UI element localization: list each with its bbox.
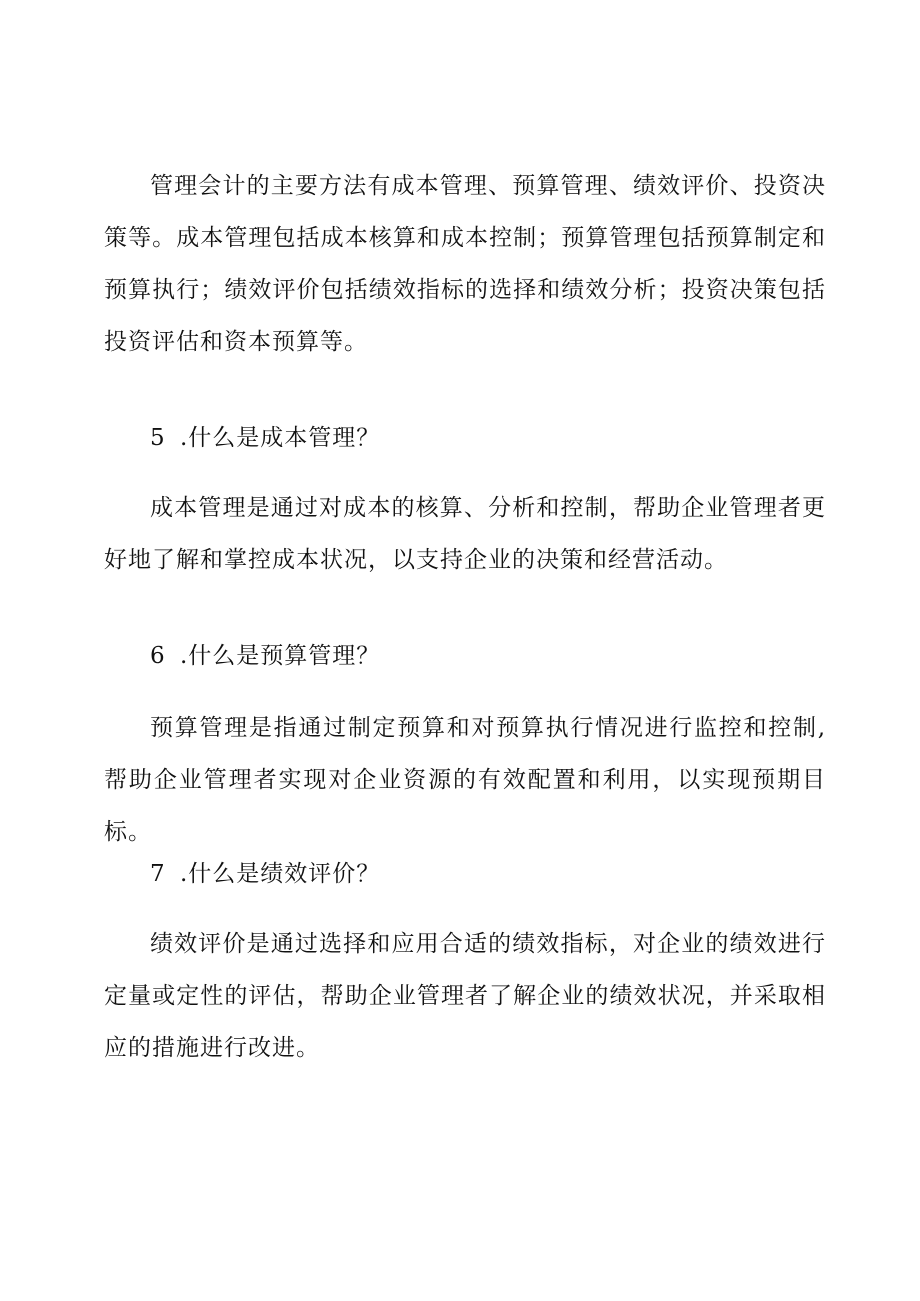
intro-paragraph: 管理会计的主要方法有成本管理、预算管理、绩效评价、投资决策等。成本管理包括成本核算和成本控制；预算管理包括预算制定和预算执行；绩效评价包括绩效指标的选择和绩效分析；投资决策包括投资评估和资本预算等。 [104, 173, 826, 355]
question-heading-6 [150, 630, 380, 682]
question-number: 6 [150, 643, 166, 669]
question-heading-7 [150, 848, 380, 900]
question-text: .什么是预算管理？ [180, 643, 381, 669]
question-number: 5 [150, 425, 166, 451]
question-number: 7 [150, 861, 166, 887]
question-text: .什么是绩效评价？ [180, 861, 381, 887]
question-heading-5 [150, 412, 380, 464]
answer-paragraph-6: 预算管理是指通过制定预算和对预算执行情况进行监控和控制,帮助企业管理者实现对企业资源的有效配置和利用，以实现预期目标。 [104, 715, 826, 845]
question-text: .什么是成本管理？ [180, 425, 381, 451]
answer-paragraph-5: 成本管理是通过对成本的核算、分析和控制，帮助企业管理者更好地了解和掌控成本状况，以支持企业的决策和经营活动。 [104, 495, 826, 573]
answer-paragraph-7: 绩效评价是通过选择和应用合适的绩效指标，对企业的绩效进行定量或定性的评估，帮助企业管理者了解企业的绩效状况，并采取相应的措施进行改进。 [104, 931, 826, 1061]
